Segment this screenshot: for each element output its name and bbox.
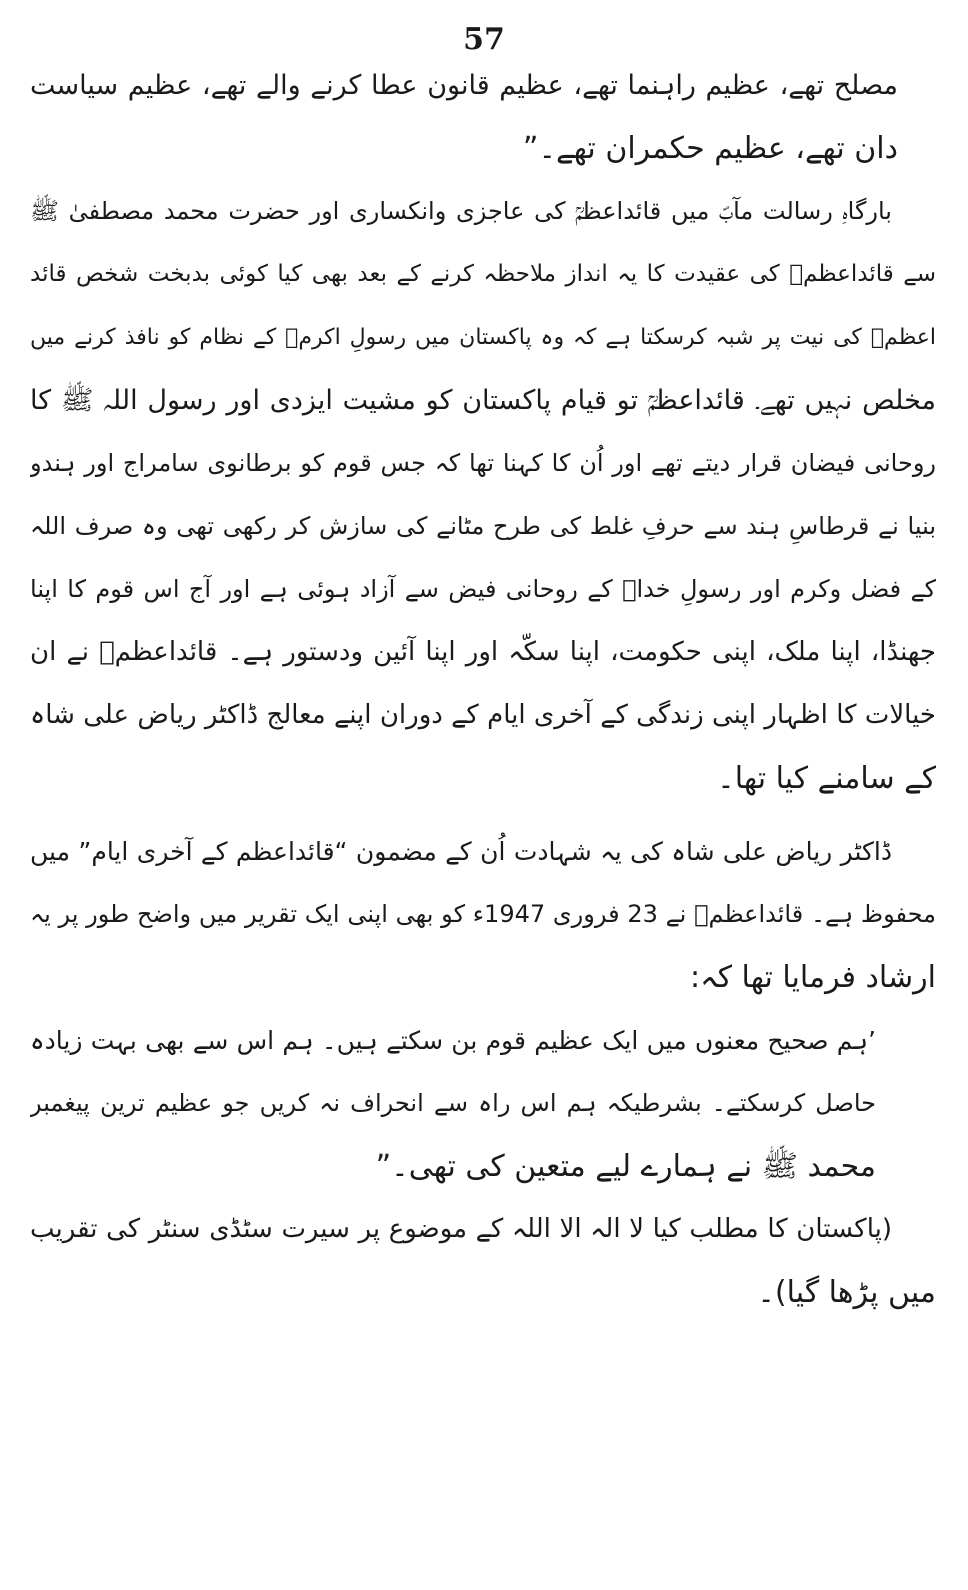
page-body [30, 54, 936, 1324]
text-line: مصلح تھے، عظیم راہنما تھے، عظیم قانون عطا کرنے والے تھے، عظیم سیاست [30, 70, 898, 101]
text-line: دان تھے، عظیم حکمران تھے۔” [522, 131, 898, 166]
page-number: 57 [463, 22, 505, 57]
text-line: روحانی فیضان قرار دیتے تھے اور اُن کا کہنا تھا کہ جس قوم کو برطانوی سامراج اور ہندو [30, 449, 936, 477]
text-line: بارگاہِ رسالت مآبؐ میں قائداعظمؒ کی عاجزی وانکساری اور حضرت محمد مصطفیٰ ﷺ [30, 197, 892, 225]
text-line: اعظمؒ کی نیت پر شبہ کرسکتا ہے کہ وہ پاکستان میں رسولِ اکرمؐ کے نظام کو نافذ کرنے میں [30, 325, 936, 350]
quote-continuation [30, 54, 936, 180]
text-line: محمد ﷺ نے ہمارے لیے متعین کی تھی۔” [375, 1149, 876, 1184]
text-line: محفوظ ہے۔ قائداعظمؒ نے 23 فروری 1947ء کو بھی اپنی ایک تقریر میں واضح طور پر یہ [30, 900, 936, 928]
text-line: کے سامنے کیا تھا۔ [717, 761, 936, 796]
text-line: جھنڈا، اپنا ملک، اپنی حکومت، اپنا سکّہ اور اپنا آئین ودستور ہے۔ قائداعظمؒ نے ان [30, 637, 936, 667]
paragraph-2 [30, 820, 936, 1009]
footnote [30, 1198, 936, 1324]
text-line: خیالات کا اظہار اپنی زندگی کے آخری ایام کے دوران اپنے معالج ڈاکٹر ریاض علی شاہ [30, 700, 936, 730]
text-line: ڈاکٹر ریاض علی شاہ کی یہ شہادت اُن کے مضمون “قائداعظم کے آخری ایام” میں [30, 837, 892, 866]
text-line: کے فضل وکرم اور رسولِ خداؐ کے روحانی فیض سے آزاد ہوئی ہے اور آج اس قوم کا اپنا [30, 575, 936, 603]
text-line: میں پڑھا گیا)۔ [757, 1275, 936, 1310]
text-line: (پاکستان کا مطلب کیا لا الہ الا اللہ کے موضوع پر سیرت سٹڈی سنٹر کی تقریب [30, 1214, 892, 1244]
text-line: ’ہم صحیح معنوں میں ایک عظیم قوم بن سکتے ہیں۔ ہم اس سے بھی بہت زیادہ [30, 1026, 876, 1055]
text-line: حاصل کرسکتے۔ بشرطیکہ ہم اس راہ سے انحراف نہ کریں جو عظیم ترین پیغمبر [30, 1089, 876, 1117]
paragraph-1 [30, 180, 936, 810]
block-quote [30, 1009, 936, 1198]
text-line: ارشاد فرمایا تھا کہ: [690, 960, 936, 995]
text-line: سے قائداعظمؒ کی عقیدت کا یہ انداز ملاحظہ کرنے کے بعد بھی کیا کوئی بدبخت شخص قائد [30, 261, 936, 287]
text-line: بنیا نے قرطاسِ ہند سے حرفِ غلط کی طرح مٹانے کی سازش کر رکھی تھی وہ صرف اللہ [30, 512, 936, 540]
text-line: مخلص نہیں تھے۔ قائداعظمؒ تو قیام پاکستان کو مشیت ایزدی اور رسول اللہ ﷺ کا [30, 385, 936, 416]
